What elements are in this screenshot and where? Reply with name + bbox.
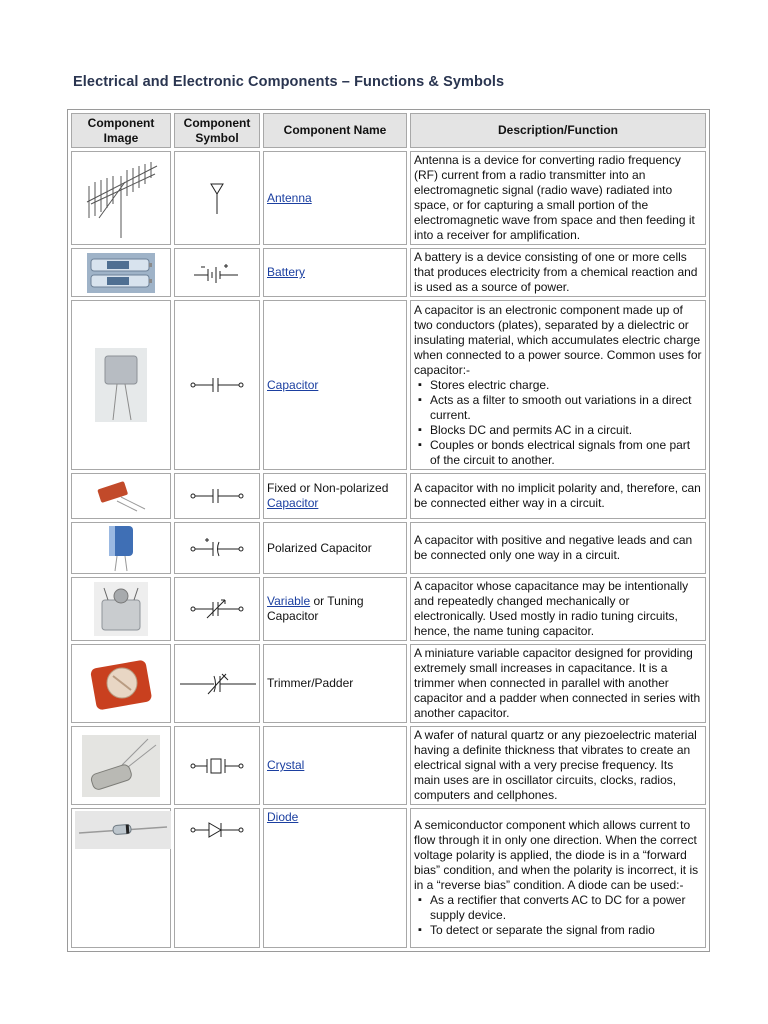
table-row bbox=[71, 151, 706, 245]
list-item: ▪ Couples or bonds electrical signals from one part of the circuit to another. bbox=[430, 438, 702, 468]
page-title: Electrical and Electronic Components – Functions & Symbols bbox=[73, 74, 505, 90]
crystal-image bbox=[71, 726, 171, 805]
table-row bbox=[71, 473, 706, 519]
capacitor-name-cell bbox=[263, 300, 407, 470]
diode-image bbox=[71, 808, 171, 948]
battery-symbol bbox=[174, 248, 260, 297]
list-item: ▪ Acts as a filter to smooth out variations in a direct current. bbox=[430, 393, 702, 423]
antenna-name-cell bbox=[263, 151, 407, 245]
battery-description: A battery is a device consisting of one or more cells that produces electricity from a chemical reaction and is used as a source of power. bbox=[410, 248, 706, 297]
crystal-link[interactable]: Crystal bbox=[267, 758, 305, 772]
antenna-link[interactable]: Antenna bbox=[267, 190, 312, 205]
variable-capacitor-name-cell bbox=[263, 577, 407, 641]
diode-name-cell bbox=[263, 808, 407, 948]
capacitor-image bbox=[71, 300, 171, 470]
trimmer-capacitor-description: A miniature variable capacitor designed for providing extremely small increases in capacitance. It is a trimmer when connected in parallel with another capacitor and a padder when connected in series with another capacitor. bbox=[410, 644, 706, 723]
components-table bbox=[67, 109, 710, 952]
table-row bbox=[71, 577, 706, 641]
polarized-capacitor-description: A capacitor with positive and negative leads and can be connected only one way in a circuit. bbox=[410, 522, 706, 574]
list-item: ▪ Stores electric charge. bbox=[430, 378, 702, 393]
variable-capacitor-description: A capacitor whose capacitance may be intentionally and repeatedly changed mechanically or electronically. Used mostly in radio tuning circuits, hence, the name tuning capacitor. bbox=[410, 577, 706, 641]
header-description: Description/Function bbox=[410, 113, 706, 148]
diode-symbol bbox=[174, 808, 260, 948]
table-row bbox=[71, 644, 706, 723]
battery-name-cell bbox=[263, 248, 407, 297]
table-row bbox=[71, 522, 706, 574]
variable-capacitor-symbol bbox=[174, 577, 260, 641]
table-row bbox=[71, 808, 706, 948]
table-row bbox=[71, 726, 706, 805]
table-row bbox=[71, 300, 706, 470]
battery-link[interactable]: Battery bbox=[267, 265, 306, 279]
trimmer-capacitor-name: Trimmer/Padder bbox=[263, 644, 407, 723]
capacitor-description bbox=[410, 300, 706, 470]
capacitor-link[interactable]: Capacitor bbox=[267, 377, 319, 392]
diode-link[interactable]: Diode bbox=[267, 810, 299, 824]
polarized-capacitor-image bbox=[71, 522, 171, 574]
list-item: ▪ To detect or separate the signal from radio bbox=[430, 923, 702, 938]
table-row bbox=[71, 248, 706, 297]
diode-description bbox=[410, 808, 706, 948]
header-name: Component Name bbox=[263, 113, 407, 148]
diode-description-text: A semiconductor component which allows current to flow through it in only one direction. When the correct voltage polarity is applied, the diode is in a “forward bias” condition, and when the polarity is incorrect, it is in a “reverse bias” condition. A diode can be used:- bbox=[414, 818, 699, 892]
list-item: ▪ Blocks DC and permits AC in a circuit. bbox=[430, 423, 702, 438]
header-image: Component Image bbox=[71, 113, 171, 148]
fixed-capacitor-image bbox=[71, 473, 171, 519]
capacitor-symbol bbox=[174, 300, 260, 470]
polarized-capacitor-name: Polarized Capacitor bbox=[263, 522, 407, 574]
diode-uses-list bbox=[414, 893, 702, 938]
table-header-row bbox=[71, 113, 706, 148]
variable-capacitor-name-rest: or Tuning Capacitor bbox=[267, 594, 364, 623]
capacitor-description-text: A capacitor is an electronic component made up of two conductors (plates), separated by a dielectric or insulating material, which accumulates electric charge when connected to a power source. Common uses for capacitor:- bbox=[414, 302, 702, 377]
trimmer-capacitor-symbol bbox=[174, 644, 260, 723]
capacitor-uses-list bbox=[414, 378, 702, 468]
crystal-symbol bbox=[174, 726, 260, 805]
fixed-capacitor-symbol bbox=[174, 473, 260, 519]
variable-capacitor-image bbox=[71, 577, 171, 641]
antenna-symbol bbox=[174, 151, 260, 245]
crystal-name-cell bbox=[263, 726, 407, 805]
antenna-description: Antenna is a device for converting radio frequency (RF) current from a radio transmitter into an electromagnetic signal (radio wave) radiated into space, or for capturing a small portion of the electromagnetic wave from space and then feeding it into a receiver for amplification. bbox=[410, 151, 706, 245]
header-symbol: Component Symbol bbox=[174, 113, 260, 148]
antenna-image bbox=[71, 151, 171, 245]
crystal-description: A wafer of natural quartz or any piezoelectric material having a definite thickness that vibrates to create an electrical signal with a very precise frequency. Its main uses are in oscillator circuits, clocks, radios, computers and cellphones. bbox=[410, 726, 706, 805]
trimmer-capacitor-image bbox=[71, 644, 171, 723]
variable-capacitor-link[interactable]: Variable bbox=[267, 594, 311, 608]
battery-image bbox=[71, 248, 171, 297]
polarized-capacitor-symbol bbox=[174, 522, 260, 574]
list-item: ▪ As a rectifier that converts AC to DC for a power supply device. bbox=[430, 893, 702, 923]
fixed-capacitor-name-prefix: Fixed or Non-polarized bbox=[267, 481, 389, 495]
fixed-capacitor-name-cell bbox=[263, 473, 407, 519]
fixed-capacitor-link[interactable]: Capacitor bbox=[267, 496, 319, 510]
fixed-capacitor-description: A capacitor with no implicit polarity and, therefore, can be connected either way in a circuit. bbox=[410, 473, 706, 519]
